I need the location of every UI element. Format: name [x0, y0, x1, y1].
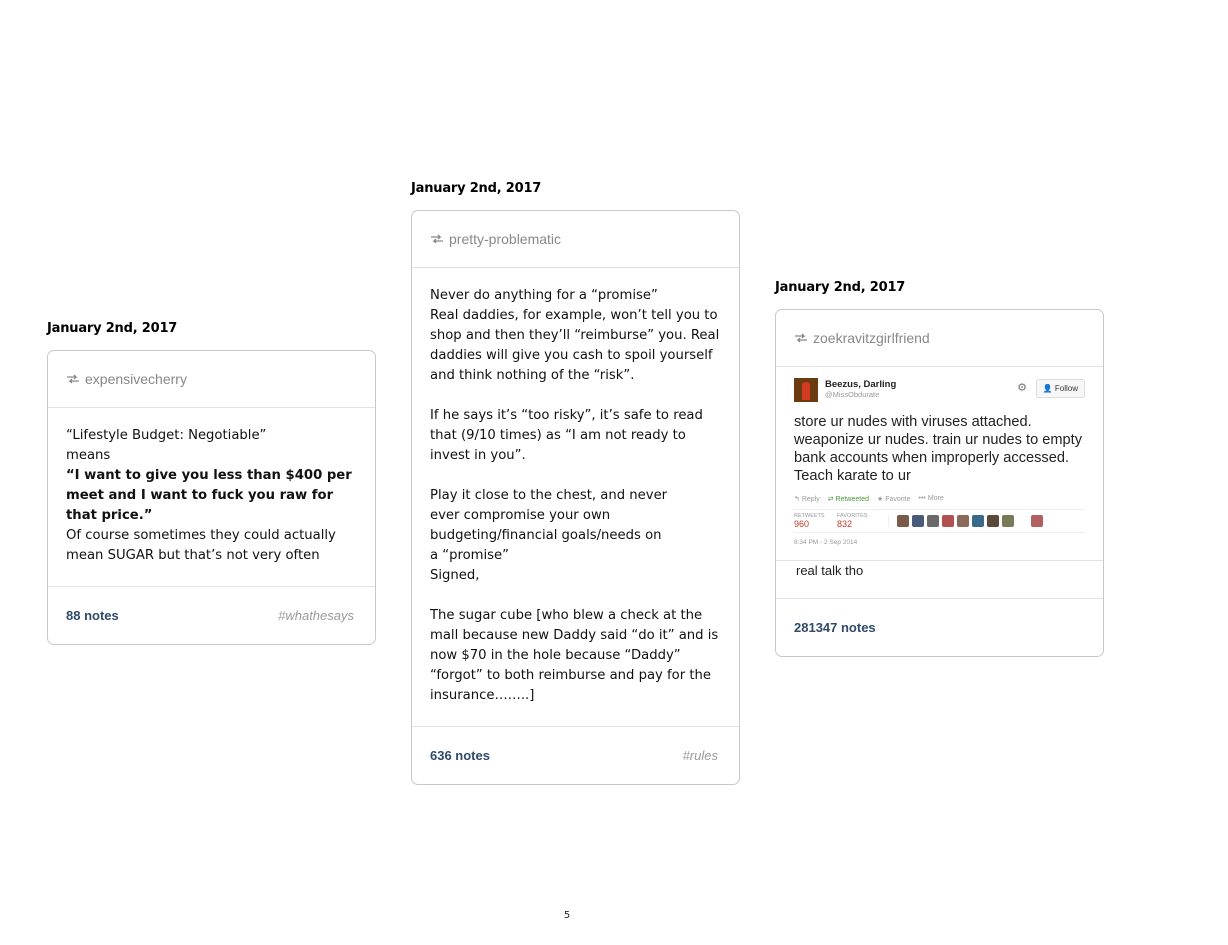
- post-text: If he says it’s “too risky”, it’s safe to read that (9/10 times) as “I am not ready to invest in you”.: [430, 408, 703, 463]
- post-text: Signed,: [430, 568, 480, 583]
- post-header: [412, 211, 739, 268]
- reblog-icon: [430, 234, 444, 244]
- post-body: [48, 408, 375, 587]
- post-text: Never do anything for a “promise”: [430, 288, 658, 303]
- post-text: ever compromise your own: [430, 508, 611, 523]
- notes-count[interactable]: 281347 notes: [794, 620, 876, 635]
- avatar: [1031, 515, 1043, 527]
- avatar: [942, 515, 954, 527]
- post-text-bold: “I want to give you less than $400 per meet and I want to fuck you raw for that price.”: [66, 468, 352, 523]
- post-username[interactable]: zoekravitzgirlfriend: [813, 330, 930, 346]
- tweet-actions: [794, 495, 1085, 503]
- avatar: [987, 515, 999, 527]
- post-card: [775, 309, 1104, 657]
- avatar: [794, 378, 818, 402]
- favoriter-avatars: [888, 515, 1043, 527]
- post-text: Play it close to the chest, and never: [430, 488, 668, 503]
- post-card: [411, 210, 740, 785]
- post-username[interactable]: pretty-problematic: [449, 231, 562, 247]
- post-header: [48, 351, 375, 408]
- post-text: budgeting/financial goals/needs on: [430, 528, 662, 543]
- embedded-tweet: [776, 367, 1103, 561]
- gear-icon: ⚙: [1017, 381, 1027, 394]
- post-caption: real talk tho: [776, 561, 1103, 599]
- tweet-text: store ur nudes with viruses attached. weaponize ur nudes. train ur nudes to empty bank accounts when improperly accessed. Teach karate to ur: [794, 414, 1082, 484]
- post-text: The sugar cube [who blew a check at the mall because new Daddy said “do it” and is now $70 in the hole because “Daddy” “forgot” to both reimburse and pay for the insurance……..]: [430, 608, 719, 703]
- tweet-stats: [794, 509, 1085, 533]
- post-tag[interactable]: #rules: [682, 748, 718, 763]
- post-text: “Lifestyle Budget: Negotiable”: [66, 428, 267, 443]
- post-body: [412, 268, 739, 727]
- avatar: [1002, 515, 1014, 527]
- post-username[interactable]: expensivecherry: [85, 371, 187, 387]
- post-date: January 2nd, 2017: [411, 181, 542, 196]
- reblog-icon: [794, 333, 808, 343]
- page-number: 5: [563, 910, 571, 921]
- retweets-count: 960: [794, 519, 810, 529]
- favorites-label: FAVORITES: [837, 513, 868, 519]
- tweet-timestamp: 8:34 PM - 2 Sep 2014: [794, 539, 858, 546]
- post-footer: [776, 599, 1103, 656]
- reply-action: ↰ Reply: [794, 496, 820, 503]
- post-header: [776, 310, 1103, 367]
- post-date: January 2nd, 2017: [47, 321, 178, 336]
- post-text: means: [66, 448, 111, 463]
- avatar: [897, 515, 909, 527]
- avatar: [927, 515, 939, 527]
- post-tag[interactable]: #whathesays: [278, 608, 354, 623]
- tweet-header: [794, 377, 1085, 403]
- follow-button: 👤 Follow: [1036, 379, 1085, 398]
- post-footer: [412, 727, 739, 784]
- reblog-icon: [66, 374, 80, 384]
- post-card: [47, 350, 376, 645]
- tweet-author-handle: @MissObdurate: [825, 390, 880, 399]
- retweets-label: RETWEETS: [794, 513, 825, 519]
- favorites-count: 832: [837, 519, 853, 529]
- post-date: January 2nd, 2017: [775, 280, 906, 295]
- post-footer: [48, 587, 375, 644]
- avatar: [972, 515, 984, 527]
- retweeted-action: ⇄ Retweeted: [827, 496, 869, 503]
- post-text: Of course sometimes they could actually mean SUGAR but that’s not very often: [66, 528, 336, 563]
- favorite-action: ★ Favorite: [877, 496, 911, 503]
- avatar: [912, 515, 924, 527]
- post-text: a “promise”: [430, 548, 510, 563]
- avatar: [957, 515, 969, 527]
- notes-count[interactable]: 88 notes: [66, 608, 119, 623]
- tweet-author-name: Beezus, Darling: [825, 379, 897, 390]
- post-text: Real daddies, for example, won’t tell you to shop and then they’ll “reimburse” you. Real daddies will give you cash to spoil yourself and think nothing of the “risk”.: [430, 308, 720, 383]
- more-action: ••• More: [918, 495, 944, 502]
- notes-count[interactable]: 636 notes: [430, 748, 490, 763]
